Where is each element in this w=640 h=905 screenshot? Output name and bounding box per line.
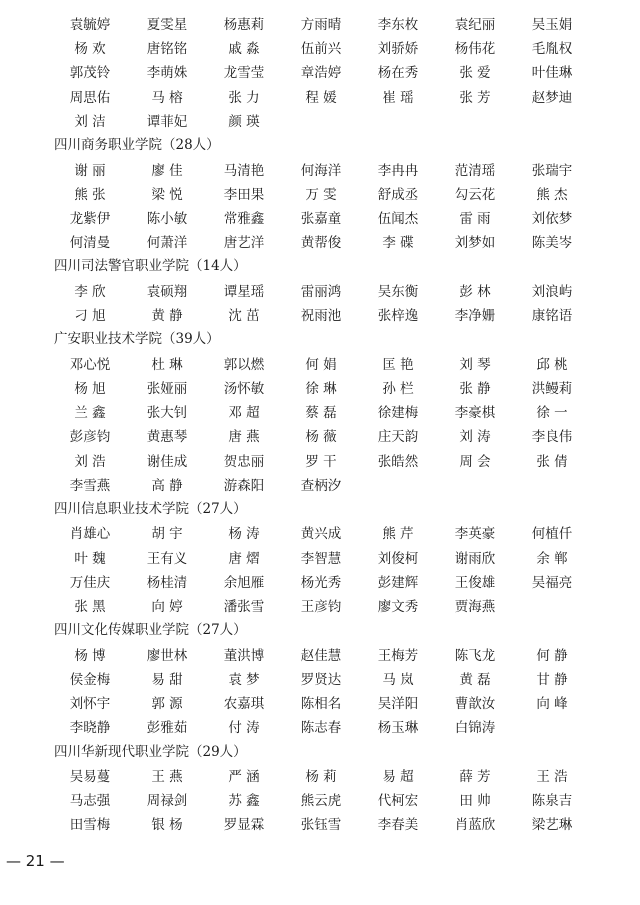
person-name: 唐 燕 [228, 429, 260, 446]
person-name: 曹歆汝 [454, 696, 496, 713]
person-name: 杨 莉 [305, 769, 337, 785]
person-name: 熊 芹 [382, 526, 414, 543]
person-name: 邓心悦 [69, 356, 111, 373]
person-name: 王 燕 [151, 769, 183, 785]
person-name: 谭星瑶 [223, 283, 265, 300]
person-name: 熊 张 [74, 186, 106, 203]
person-name: 梁艺琳 [531, 817, 573, 834]
name-row [0, 280, 640, 304]
person-name: 徐 琳 [305, 380, 337, 397]
name-row [0, 304, 640, 328]
page-number: — 21 — [6, 852, 65, 870]
person-name: 李雪燕 [69, 477, 111, 494]
person-name: 郭以燃 [223, 356, 265, 373]
person-name: 吴东衡 [377, 283, 419, 300]
person-name: 余 郸 [536, 550, 568, 567]
person-name: 张 倩 [536, 453, 568, 470]
person-name: 杨在秀 [377, 65, 419, 82]
person-name: 黄兴成 [300, 526, 342, 543]
name-row [0, 692, 640, 716]
person-name: 袁纪丽 [454, 17, 496, 33]
person-name: 何植仟 [531, 526, 573, 543]
person-name: 黄帮俊 [300, 235, 342, 252]
person-name: 王 浩 [536, 769, 568, 785]
person-name: 李萌姝 [146, 65, 188, 82]
person-name: 李冉冉 [377, 162, 419, 179]
person-name: 严 涵 [228, 769, 260, 785]
person-name: 谢雨欣 [454, 550, 496, 567]
person-name: 何 静 [536, 647, 568, 664]
person-name: 罗贤达 [300, 671, 342, 688]
person-name: 廖世林 [146, 647, 188, 664]
person-name: 毛胤权 [531, 41, 573, 58]
person-name: 戚 淼 [228, 41, 260, 58]
person-name: 李 欣 [74, 283, 106, 300]
person-name: 谭菲妃 [146, 113, 188, 130]
person-name: 黄 磊 [459, 671, 491, 688]
person-name: 张 爱 [459, 65, 491, 82]
person-name: 白锦涛 [454, 720, 496, 737]
person-name: 彭 林 [459, 283, 491, 300]
person-name: 田雪梅 [69, 817, 111, 834]
person-name: 刘 琴 [459, 356, 491, 373]
person-name: 张 静 [459, 380, 491, 397]
person-name: 熊云虎 [300, 793, 342, 810]
name-row [0, 401, 640, 425]
name-row [0, 110, 640, 134]
name-row [0, 474, 640, 498]
name-row [0, 425, 640, 449]
name-row [0, 207, 640, 231]
person-name: 肖雄心 [69, 526, 111, 543]
person-name: 程 媛 [305, 89, 337, 106]
person-name: 向 峰 [536, 696, 568, 713]
person-name: 马志强 [69, 793, 111, 810]
person-name: 熊 杰 [536, 186, 568, 203]
person-name: 庄天韵 [377, 429, 419, 446]
person-name: 崔 瑶 [382, 89, 414, 106]
person-name: 张皓然 [377, 453, 419, 470]
person-name: 勾云花 [454, 186, 496, 203]
person-name: 杨 欢 [74, 41, 106, 58]
person-name: 兰 鑫 [74, 405, 106, 422]
person-name: 夏雯星 [146, 17, 188, 33]
person-name: 唐铭铭 [146, 41, 188, 58]
person-name: 沈 茁 [228, 308, 260, 324]
person-name: 彭建辉 [377, 574, 419, 591]
person-name: 舒成丞 [377, 186, 419, 203]
person-name: 周思佑 [69, 89, 111, 106]
person-name: 查柄汐 [300, 477, 342, 494]
name-row [0, 668, 640, 692]
person-name: 刘 浩 [74, 453, 106, 470]
person-name: 易 甜 [151, 671, 183, 688]
person-name: 李智慧 [300, 550, 342, 567]
person-name: 陈小敏 [146, 210, 188, 227]
person-name: 颜 瑛 [228, 113, 260, 130]
school-heading: 四川文化传媒职业学院（27人） [54, 622, 247, 639]
person-name: 廖 佳 [151, 162, 183, 179]
person-name: 何 娟 [305, 356, 337, 373]
person-name: 王俊雄 [454, 574, 496, 591]
person-name: 杨惠莉 [223, 17, 265, 33]
person-name: 杨 博 [74, 647, 106, 664]
person-name: 万 雯 [305, 186, 337, 203]
person-name: 王彦钧 [300, 599, 342, 615]
person-name: 马 榕 [151, 89, 183, 106]
person-name: 张 力 [228, 89, 260, 106]
name-row [0, 183, 640, 207]
name-row [0, 353, 640, 377]
person-name: 潘张雪 [223, 599, 265, 615]
person-name: 伍前兴 [300, 41, 342, 58]
person-name: 杨 薇 [305, 429, 337, 446]
person-name: 徐建梅 [377, 405, 419, 422]
person-name: 付 涛 [228, 720, 260, 737]
person-name: 杨桂清 [146, 574, 188, 591]
person-name: 陈志春 [300, 720, 342, 737]
person-name: 刘怀宇 [69, 696, 111, 713]
person-name: 万佳庆 [69, 574, 111, 591]
name-row [0, 765, 640, 789]
person-name: 张 黑 [74, 599, 106, 615]
name-row [0, 547, 640, 571]
person-name: 李 碟 [382, 235, 414, 252]
person-name: 廖文秀 [377, 599, 419, 615]
person-name: 农嘉琪 [223, 696, 265, 713]
person-name: 蔡 磊 [305, 405, 337, 422]
person-name: 贺忠丽 [223, 453, 265, 470]
person-name: 雷 雨 [459, 210, 491, 227]
person-name: 游森阳 [223, 477, 265, 494]
name-row [0, 377, 640, 401]
name-row [0, 13, 640, 37]
person-name: 伍闻杰 [377, 210, 419, 227]
person-name: 李英豪 [454, 526, 496, 543]
person-name: 甘 静 [536, 671, 568, 688]
person-name: 袁 梦 [228, 671, 260, 688]
person-name: 张 芳 [459, 89, 491, 106]
person-name: 苏 鑫 [228, 793, 260, 810]
person-name: 张嘉童 [300, 210, 342, 227]
person-name: 彭彦钧 [69, 429, 111, 446]
person-name: 董洪博 [223, 647, 265, 664]
person-name: 杜 琳 [151, 356, 183, 373]
person-name: 肖蓝欣 [454, 817, 496, 834]
person-name: 李净姗 [454, 308, 496, 324]
person-name: 刘 涛 [459, 429, 491, 446]
person-name: 黄惠琴 [146, 429, 188, 446]
person-name: 陈飞龙 [454, 647, 496, 664]
name-row [0, 644, 640, 668]
school-heading: 四川司法警官职业学院（14人） [54, 258, 247, 275]
person-name: 贾海燕 [454, 599, 496, 615]
person-name: 康铭语 [531, 308, 573, 324]
person-name: 刁 旭 [74, 308, 106, 324]
person-name: 徐 一 [536, 405, 568, 422]
person-name: 孙 栏 [382, 380, 414, 397]
person-name: 唐艺洋 [223, 235, 265, 252]
person-name: 刘骄娇 [377, 41, 419, 58]
person-name: 侯金梅 [69, 671, 111, 688]
person-name: 张娅丽 [146, 380, 188, 397]
person-name: 杨伟花 [454, 41, 496, 58]
person-name: 常雅鑫 [223, 210, 265, 227]
school-heading: 四川信息职业技术学院（27人） [54, 500, 247, 517]
name-row [0, 716, 640, 740]
person-name: 刘依梦 [531, 210, 573, 227]
person-name: 高 静 [151, 477, 183, 494]
name-row [0, 450, 640, 474]
person-name: 洪鳗莉 [531, 380, 573, 397]
person-name: 张大钊 [146, 405, 188, 422]
person-name: 刘 洁 [74, 113, 106, 130]
person-name: 杨 涛 [228, 526, 260, 543]
person-name: 龙紫伊 [69, 210, 111, 227]
person-name: 章浩婷 [300, 65, 342, 82]
person-name: 梁 悦 [151, 186, 183, 203]
person-name: 张瑞宇 [531, 162, 573, 179]
person-name: 范清瑶 [454, 162, 496, 179]
person-name: 袁毓婷 [69, 17, 111, 33]
person-name: 李晓静 [69, 720, 111, 737]
person-name: 雷丽鸿 [300, 283, 342, 300]
person-name: 郭 源 [151, 696, 183, 713]
person-name: 袁硕翔 [146, 283, 188, 300]
name-row [0, 813, 640, 837]
person-name: 刘俊柯 [377, 550, 419, 567]
person-name: 张钰雪 [300, 817, 342, 834]
person-name: 吴洋阳 [377, 696, 419, 713]
person-name: 谢 丽 [74, 162, 106, 179]
person-name: 胡 宇 [151, 526, 183, 543]
person-name: 马 岚 [382, 671, 414, 688]
person-name: 罗 干 [305, 453, 337, 470]
person-name: 杨玉琳 [377, 720, 419, 737]
person-name: 刘浪屿 [531, 283, 573, 300]
name-row [0, 37, 640, 61]
person-name: 何萧洋 [146, 235, 188, 252]
person-name: 李良伟 [531, 429, 573, 446]
person-name: 匡 艳 [382, 356, 414, 373]
person-name: 赵梦迪 [531, 89, 573, 106]
person-name: 唐 熠 [228, 550, 260, 567]
person-name: 王有义 [146, 550, 188, 567]
name-row [0, 595, 640, 619]
person-name: 王梅芳 [377, 647, 419, 664]
name-row [0, 571, 640, 595]
person-name: 陈美岑 [531, 235, 573, 252]
name-row [0, 231, 640, 255]
person-name: 吴福亮 [531, 574, 573, 591]
person-name: 赵佳慧 [300, 647, 342, 664]
person-name: 吴玉娟 [531, 17, 573, 33]
person-name: 陈泉吉 [531, 793, 573, 810]
person-name: 马清艳 [223, 162, 265, 179]
person-name: 易 超 [382, 769, 414, 785]
person-name: 杨 旭 [74, 380, 106, 397]
person-name: 向 婷 [151, 599, 183, 615]
person-name: 薛 芳 [459, 769, 491, 785]
person-name: 祝雨池 [300, 308, 342, 324]
name-row [0, 522, 640, 546]
person-name: 黄 静 [151, 308, 183, 324]
name-row [0, 86, 640, 110]
person-name: 李春美 [377, 817, 419, 834]
person-name: 周 会 [459, 453, 491, 470]
person-name: 李田果 [223, 186, 265, 203]
name-row [0, 61, 640, 85]
person-name: 邓 超 [228, 405, 260, 422]
person-name: 叶 魏 [74, 550, 106, 567]
school-heading: 四川华新现代职业学院（29人） [54, 743, 247, 760]
person-name: 何海洋 [300, 162, 342, 179]
person-name: 方雨晴 [300, 17, 342, 33]
person-name: 彭雅茹 [146, 720, 188, 737]
person-name: 李东枚 [377, 17, 419, 33]
person-name: 吴易蔓 [69, 769, 111, 785]
person-name: 叶佳琳 [531, 65, 573, 82]
person-name: 田 帅 [459, 793, 491, 810]
person-name: 刘梦如 [454, 235, 496, 252]
person-name: 周禄剑 [146, 793, 188, 810]
school-heading: 广安职业技术学院（39人） [54, 331, 220, 348]
person-name: 龙雪莹 [223, 65, 265, 82]
person-name: 银 杨 [151, 817, 183, 834]
person-name: 张梓逸 [377, 308, 419, 324]
school-heading: 四川商务职业学院（28人） [54, 137, 220, 153]
person-name: 余旭雁 [223, 574, 265, 591]
person-name: 李豪棋 [454, 405, 496, 422]
person-name: 汤怀敏 [223, 380, 265, 397]
person-name: 陈相名 [300, 696, 342, 713]
person-name: 杨光秀 [300, 574, 342, 591]
person-name: 谢佳成 [146, 453, 188, 470]
person-name: 代柯宏 [377, 793, 419, 810]
name-row [0, 159, 640, 183]
person-name: 邱 桃 [536, 356, 568, 373]
person-name: 郭茂铃 [69, 65, 111, 82]
person-name: 罗显霖 [223, 817, 265, 834]
name-row [0, 789, 640, 813]
person-name: 何清曼 [69, 235, 111, 252]
